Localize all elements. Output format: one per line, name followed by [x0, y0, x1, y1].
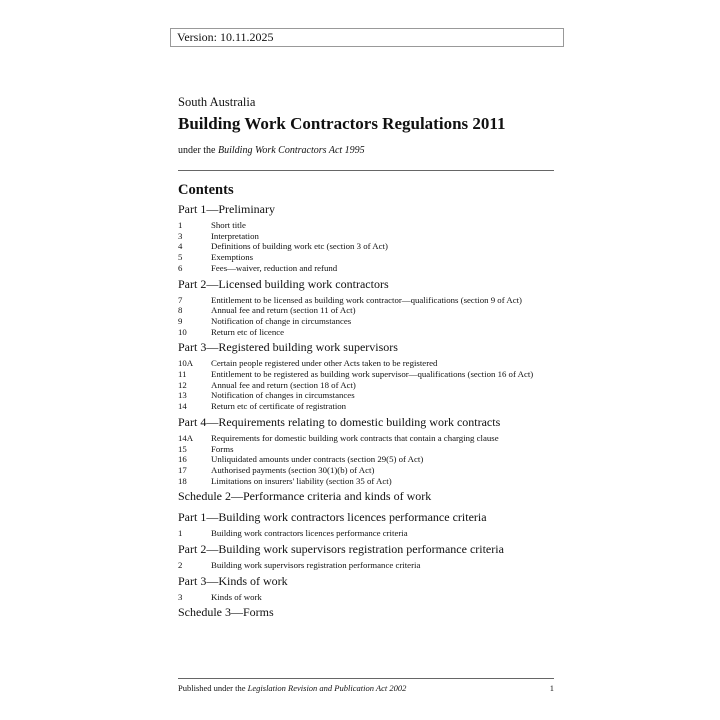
- toc-entry[interactable]: [178, 241, 554, 252]
- toc-entry-number: 12: [178, 379, 187, 390]
- toc-entry-text: Entitlement to be licensed as building work contractor—qualifications (section 9 of Act): [211, 294, 522, 305]
- toc-entry-number: 15: [178, 443, 187, 454]
- jurisdiction: South Australia: [178, 95, 256, 109]
- toc-entry-text: Annual fee and return (section 11 of Act): [211, 305, 356, 316]
- toc-entry-list: [178, 528, 554, 539]
- toc-entry[interactable]: [178, 263, 554, 274]
- toc-entry-list: [178, 358, 554, 412]
- toc-entry-number: 4: [178, 241, 183, 252]
- enabling-act-line: [178, 145, 365, 156]
- toc-part-heading[interactable]: Schedule 3—Forms: [178, 605, 274, 620]
- toc-entry-list: [178, 592, 554, 603]
- toc-entry[interactable]: [178, 220, 554, 231]
- toc-entry[interactable]: [178, 295, 554, 306]
- toc-entry[interactable]: [178, 401, 554, 412]
- table-of-contents: [178, 202, 554, 626]
- toc-entry-number: 8: [178, 305, 183, 316]
- enabling-act: Building Work Contractors Act 1995: [218, 145, 365, 156]
- toc-entry-number: 3: [178, 591, 183, 602]
- toc-entry-text: Return etc of certificate of registration: [211, 401, 347, 412]
- toc-entry-text: Forms: [211, 443, 234, 454]
- toc-part-heading[interactable]: Part 1—Building work contractors licences performance criteria: [178, 510, 487, 525]
- version-label: Version: 10.11.2025: [170, 28, 564, 47]
- toc-entry-text: Entitlement to be registered as building work supervisor—qualifications (section 16 of Act): [211, 369, 534, 380]
- toc-entry-text: Notification of changes in circumstances: [211, 390, 355, 401]
- toc-entry-text: Notification of change in circumstances: [211, 315, 352, 326]
- header-divider: [178, 170, 554, 171]
- toc-entry[interactable]: [178, 592, 554, 603]
- toc-entry-text: Authorised payments (section 30(1)(b) of Act): [211, 464, 375, 475]
- toc-entry-list: [178, 220, 554, 274]
- toc-entry-number: 5: [178, 252, 183, 263]
- toc-entry[interactable]: [178, 433, 554, 444]
- toc-entry-number: 1: [178, 220, 183, 230]
- toc-part-heading[interactable]: Part 1—Preliminary: [178, 202, 275, 216]
- toc-part-heading[interactable]: Schedule 2—Performance criteria and kinds of work: [178, 489, 432, 504]
- toc-entry[interactable]: [178, 560, 554, 571]
- toc-entry-text: Short title: [211, 220, 246, 230]
- toc-part-heading[interactable]: Part 4—Requirements relating to domestic building work contracts: [178, 414, 501, 429]
- toc-entry-number: 9: [178, 315, 183, 326]
- footer: [178, 683, 554, 693]
- toc-entry[interactable]: [178, 358, 554, 369]
- footer-act: Legislation Revision and Publication Act 2002: [247, 683, 407, 693]
- toc-entry-text: Unliquidated amounts under contracts (section 29(5) of Act): [211, 454, 424, 465]
- toc-entry[interactable]: [178, 444, 554, 455]
- toc-entry-number: 14A: [178, 432, 194, 443]
- toc-entry-number: 3: [178, 230, 183, 241]
- toc-entry-list: [178, 560, 554, 571]
- toc-part-heading[interactable]: Part 2—Building work supervisors registration performance criteria: [178, 542, 504, 557]
- toc-entry-number: 11: [178, 369, 187, 380]
- toc-entry-number: 16: [178, 454, 187, 465]
- toc-entry-text: Building work supervisors registration performance criteria: [211, 560, 421, 571]
- toc-part-heading[interactable]: Part 2—Licensed building work contractors: [178, 276, 389, 291]
- toc-entry[interactable]: [178, 380, 554, 391]
- toc-entry[interactable]: [178, 390, 554, 401]
- toc-entry-number: 1: [178, 528, 183, 539]
- toc-entry-number: 6: [178, 262, 183, 273]
- toc-entry-number: 10: [178, 326, 187, 337]
- toc-entry-number: 17: [178, 464, 187, 475]
- toc-entry-text: Fees—waiver, reduction and refund: [211, 262, 338, 273]
- toc-part-heading[interactable]: Part 3—Kinds of work: [178, 573, 288, 588]
- toc-entry-text: Certain people registered under other Acts taken to be registered: [211, 358, 438, 369]
- toc-entry-list: [178, 433, 554, 487]
- toc-entry-number: 2: [178, 560, 183, 571]
- toc-entry[interactable]: [178, 231, 554, 242]
- toc-entry[interactable]: [178, 369, 554, 380]
- toc-entry[interactable]: [178, 252, 554, 263]
- toc-entry-number: 14: [178, 401, 187, 412]
- page-number: 1: [549, 683, 554, 693]
- toc-entry-number: 10A: [178, 358, 194, 369]
- toc-entry-text: Kinds of work: [211, 591, 262, 602]
- toc-entry[interactable]: [178, 528, 554, 539]
- footer-divider: [178, 678, 554, 679]
- toc-entry-list: [178, 295, 554, 338]
- contents-heading: Contents: [178, 182, 234, 198]
- toc-entry-number: 18: [178, 475, 187, 486]
- toc-entry-text: Annual fee and return (section 18 of Act): [211, 379, 356, 390]
- toc-entry-text: Building work contractors licences performance criteria: [211, 528, 408, 539]
- toc-entry-text: Requirements for domestic building work contracts that contain a charging clause: [211, 432, 499, 443]
- footer-prefix: Published under the: [178, 683, 248, 693]
- toc-entry-number: 7: [178, 294, 183, 305]
- toc-entry-text: Return etc of licence: [211, 326, 285, 337]
- toc-entry[interactable]: [178, 454, 554, 465]
- document-title: Building Work Contractors Regulations 2011: [178, 114, 506, 133]
- toc-entry-text: Limitations on insurers' liability (section 35 of Act): [211, 475, 392, 486]
- under-prefix: under the: [178, 145, 218, 156]
- toc-entry[interactable]: [178, 476, 554, 487]
- toc-entry-text: Exemptions: [211, 252, 254, 263]
- toc-entry[interactable]: [178, 327, 554, 338]
- toc-entry[interactable]: [178, 316, 554, 327]
- toc-entry[interactable]: [178, 465, 554, 476]
- toc-entry-text: Interpretation: [211, 230, 259, 241]
- toc-entry-number: 13: [178, 390, 187, 401]
- toc-entry-text: Definitions of building work etc (section 3 of Act): [211, 241, 388, 252]
- toc-part-heading[interactable]: Part 3—Registered building work supervisors: [178, 340, 398, 355]
- toc-entry[interactable]: [178, 305, 554, 316]
